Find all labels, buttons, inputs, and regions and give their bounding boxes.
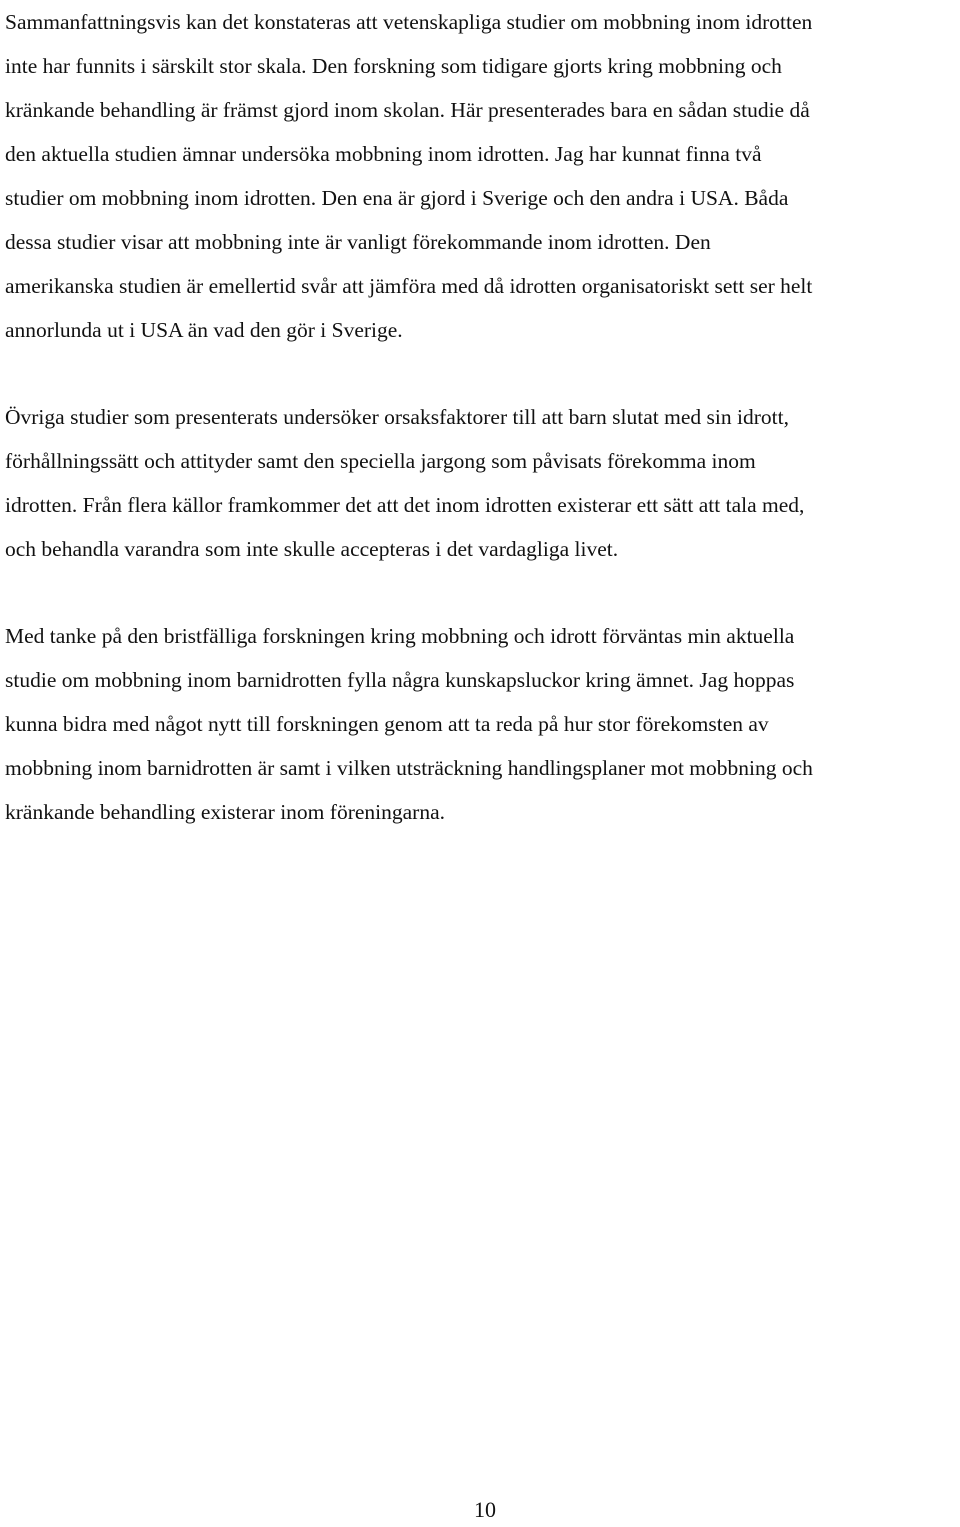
- text-line: kränkande behandling är främst gjord inom skolan. Här presenterades bara en sådan studie då: [5, 98, 810, 122]
- text-line: annorlunda ut i USA än vad den gör i Sverige.: [5, 318, 403, 342]
- text-line: Med tanke på den bristfälliga forskningen kring mobbning och idrott förväntas min aktuella: [5, 624, 795, 648]
- text-line: förhållningssätt och attityder samt den speciella jargong som påvisats förekomma inom: [5, 449, 756, 473]
- text-line: och behandla varandra som inte skulle accepteras i det vardagliga livet.: [5, 537, 619, 561]
- text-line: kränkande behandling existerar inom föreningarna.: [5, 800, 445, 824]
- text-line: Övriga studier som presenterats undersöker orsaksfaktorer till att barn slutat med sin idrott,: [5, 405, 789, 429]
- text-line: idrotten. Från flera källor framkommer det att det inom idrotten existerar ett sätt att tala med,: [5, 493, 805, 517]
- paragraph-summary: [5, 0, 960, 352]
- text-line: amerikanska studien är emellertid svår att jämföra med då idrotten organisatoriskt sett ser helt: [5, 274, 813, 298]
- text-line: inte har funnits i särskilt stor skala. Den forskning som tidigare gjorts kring mobbning och: [5, 54, 782, 78]
- paragraph-conclusion: [5, 614, 960, 834]
- body-text: [5, 0, 960, 834]
- text-line: Sammanfattningsvis kan det konstateras att vetenskapliga studier om mobbning inom idrotten: [5, 10, 813, 34]
- text-line: kunna bidra med något nytt till forskningen genom att ta reda på hur stor förekomsten av: [5, 712, 769, 736]
- text-line: studie om mobbning inom barnidrotten fylla några kunskapsluckor kring ämnet. Jag hoppas: [5, 668, 795, 692]
- text-line: dessa studier visar att mobbning inte är vanligt förekommande inom idrotten. Den: [5, 230, 711, 254]
- text-line: mobbning inom barnidrotten är samt i vilken utsträckning handlingsplaner mot mobbning och: [5, 756, 813, 780]
- text-line: studier om mobbning inom idrotten. Den ena är gjord i Sverige och den andra i USA. Båda: [5, 186, 789, 210]
- text-line: den aktuella studien ämnar undersöka mobbning inom idrotten. Jag har kunnat finna två: [5, 142, 762, 166]
- paragraph-other-studies: [5, 395, 960, 571]
- page-number: 10: [474, 1497, 496, 1522]
